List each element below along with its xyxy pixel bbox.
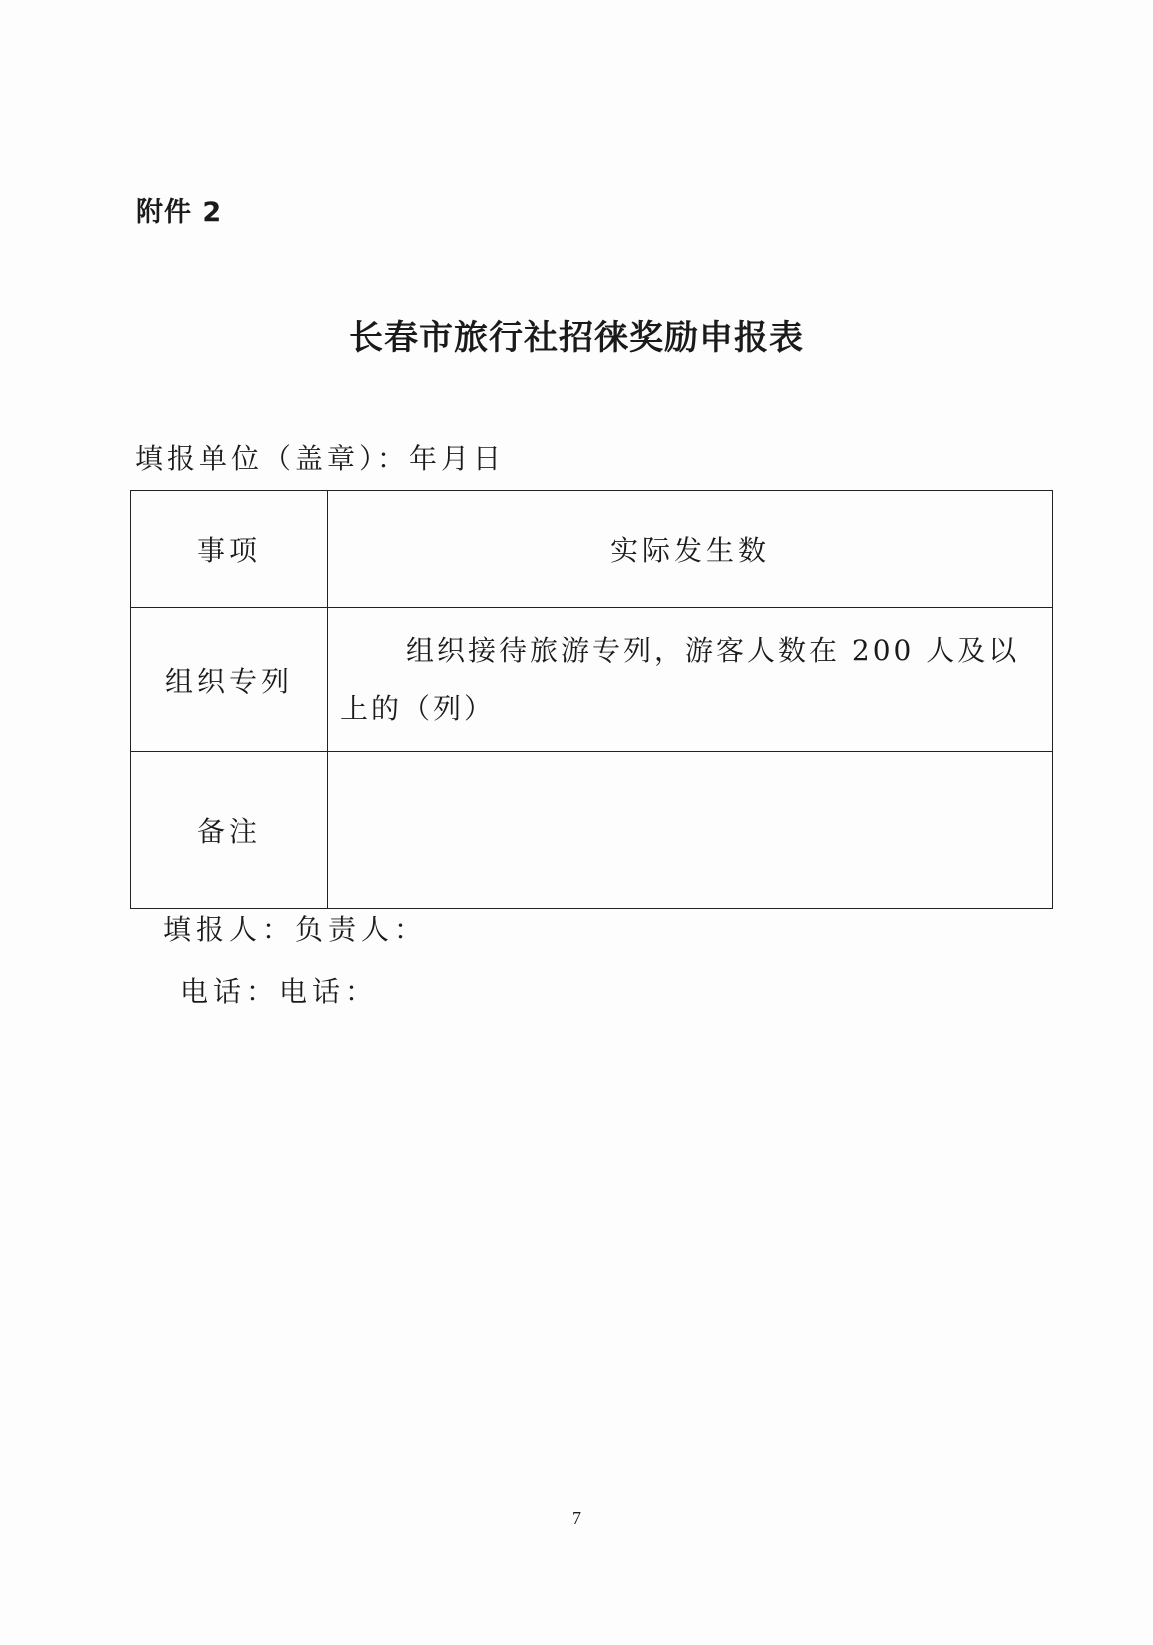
- application-form-table: [130, 490, 1053, 909]
- header-cell-actual-count: 实际发生数: [328, 491, 1053, 608]
- page-title: 长春市旅行社招徕奖励申报表: [349, 318, 804, 358]
- reporter-line: 填报人：负责人：: [163, 913, 428, 946]
- table-row-remarks: [131, 752, 1053, 909]
- reporting-unit-line: 填报单位（盖章）：年月日: [135, 442, 506, 475]
- row-item-label: 组织专列: [131, 608, 328, 752]
- attachment-label: 附件 2: [136, 197, 223, 228]
- header-cell-item: 事项: [131, 491, 328, 608]
- table-header-row: [131, 491, 1053, 608]
- row-value-cell[interactable]: 组织接待旅游专列，游客人数在 200 人及以上的（列）: [328, 608, 1053, 752]
- page-number: 7: [572, 1508, 581, 1528]
- remarks-label: 备注: [131, 752, 328, 909]
- table-row: [131, 608, 1053, 752]
- remarks-value-cell[interactable]: [328, 752, 1053, 909]
- phone-line: 电话：电话：: [180, 975, 379, 1008]
